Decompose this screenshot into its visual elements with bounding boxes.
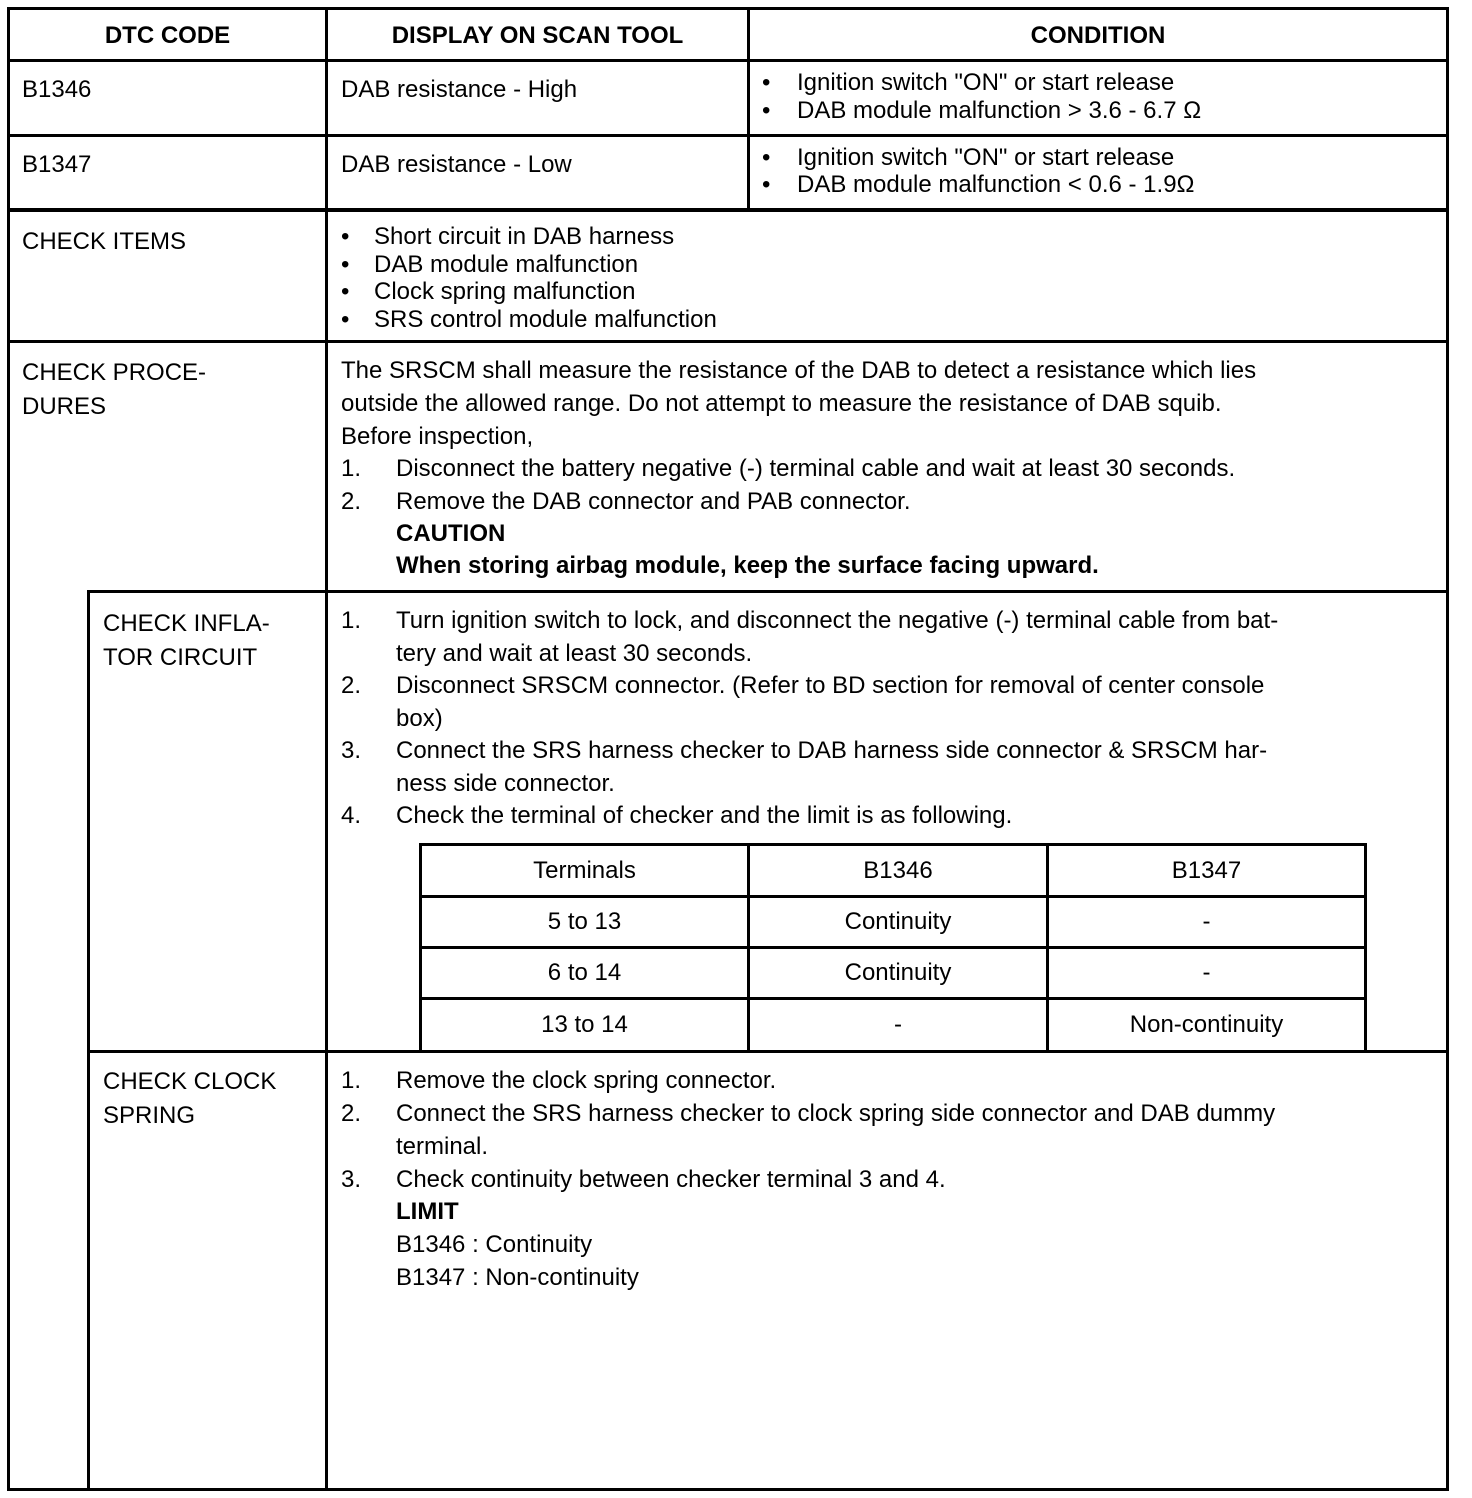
- caution-title: CAUTION: [396, 520, 506, 547]
- dtc-code: B1346: [22, 76, 92, 103]
- limit-value: B1347 : Non-continuity: [396, 1264, 639, 1291]
- table-cell: Continuity: [844, 908, 952, 935]
- divider-row: [7, 59, 1449, 62]
- condition-item: DAB module malfunction < 0.6 - 1.9Ω: [797, 171, 1195, 198]
- step-number: 1.: [341, 1067, 362, 1094]
- condition-item: Ignition switch "ON" or start release: [797, 69, 1175, 96]
- divider-row: [87, 590, 1449, 593]
- step-text: Connect the SRS harness checker to DAB harness side connector & SRSCM har-: [396, 737, 1268, 764]
- header-display: DISPLAY ON SCAN TOOL: [391, 22, 684, 49]
- step-number: 4.: [341, 802, 362, 829]
- step-text: Remove the clock spring connector.: [396, 1067, 777, 1094]
- border-right: [1446, 7, 1449, 1491]
- divider-row: [87, 1050, 1449, 1053]
- step-number: 2.: [341, 1100, 362, 1127]
- divider-row: [7, 208, 1449, 212]
- table-cell: 13 to 14: [541, 1011, 628, 1038]
- table-cell: 6 to 14: [547, 959, 622, 986]
- table-header: B1347: [1171, 856, 1242, 884]
- table-cell: -: [1202, 959, 1211, 986]
- condition-item: Ignition switch "ON" or start release: [797, 144, 1175, 171]
- inflator-label: [103, 607, 270, 675]
- table-cell: -: [894, 1011, 902, 1038]
- caution-text: When storing airbag module, keep the surface facing upward.: [396, 552, 1099, 579]
- border-bottom: [7, 1488, 1449, 1491]
- table-cell: Continuity: [844, 959, 952, 986]
- table-cell: 5 to 13: [547, 908, 622, 935]
- intro-line: Before inspection,: [341, 423, 534, 450]
- limit-value: B1346 : Continuity: [396, 1231, 593, 1258]
- border-top: [7, 7, 1449, 10]
- clock-spring-steps: [341, 1064, 1275, 1294]
- inflator-steps: [341, 605, 1278, 833]
- check-procedures-text: [341, 354, 1256, 582]
- step-number: 1.: [341, 607, 362, 634]
- header-dtc-code: DTC CODE: [104, 22, 231, 49]
- step-text: tery and wait at least 30 seconds.: [396, 639, 753, 667]
- dtc-display: DAB resistance - Low: [341, 151, 572, 178]
- step-number: 2.: [341, 672, 362, 699]
- dtc-display: DAB resistance - High: [341, 76, 578, 103]
- step-text: Check the terminal of checker and the limit is as following.: [396, 802, 1013, 829]
- dtc-code: B1347: [22, 151, 92, 178]
- check-procedures-label: [22, 356, 206, 424]
- label-line: CHECK INFLA-: [103, 610, 270, 637]
- check-item: Clock spring malfunction: [374, 278, 636, 305]
- condition-list: • Ignition switch "ON" or start release • DAB module malfunction < 0.6 - 1.9Ω: [762, 144, 1195, 198]
- step-text: terminal.: [396, 1133, 489, 1160]
- step-text: Turn ignition switch to lock, and disconnect the negative (-) terminal cable from bat-: [396, 607, 1279, 634]
- step-number: 2.: [341, 488, 362, 515]
- check-item: SRS control module malfunction: [374, 305, 717, 333]
- step-number: 1.: [341, 455, 362, 482]
- check-item: Short circuit in DAB harness: [374, 223, 675, 250]
- label-line: TOR CIRCUIT: [103, 644, 258, 671]
- condition-item: DAB module malfunction > 3.6 - 6.7 Ω: [797, 97, 1202, 124]
- label-line: CHECK CLOCK: [103, 1068, 277, 1095]
- check-items-label: CHECK ITEMS: [22, 228, 187, 255]
- table-header: Terminals: [533, 856, 636, 884]
- divider-row: [7, 134, 1449, 137]
- step-text: box): [396, 704, 443, 732]
- label-line: CHECK PROCE-: [22, 359, 207, 386]
- step-number: 3.: [341, 1166, 362, 1193]
- intro-line: outside the allowed range. Do not attempt to measure the resistance of DAB squib.: [341, 390, 1222, 417]
- divider-col: [325, 7, 328, 1491]
- condition-list: • Ignition switch "ON" or start release • DAB module malfunction > 3.6 - 6.7 Ω: [762, 69, 1202, 124]
- clock-spring-label: [103, 1065, 276, 1133]
- divider-row: [7, 340, 1449, 343]
- step-text: ness side connector.: [396, 769, 615, 797]
- border-left: [7, 7, 10, 1491]
- intro-line: The SRSCM shall measure the resistance of the DAB to detect a resistance which lies: [341, 357, 1257, 384]
- step-text: Disconnect SRSCM connector. (Refer to BD section for removal of center console: [396, 672, 1265, 699]
- check-item: DAB module malfunction: [374, 250, 639, 278]
- label-line: DURES: [22, 393, 107, 420]
- table-line: [1364, 843, 1367, 1052]
- step-text: Remove the DAB connector and PAB connector.: [396, 488, 911, 515]
- label-line: SPRING: [103, 1102, 196, 1129]
- table-header: B1346: [863, 856, 933, 884]
- table-cell: -: [1202, 908, 1211, 935]
- step-number: 3.: [341, 737, 362, 764]
- step-text: Disconnect the battery negative (-) terminal cable and wait at least 30 seconds.: [396, 455, 1236, 482]
- limit-title: LIMIT: [396, 1198, 459, 1225]
- check-items-list: • Short circuit in DAB harness • DAB module malfunction • Clock spring malfunction • SRS control module malfunction: [341, 223, 717, 333]
- step-text: Check continuity between checker terminal 3 and 4.: [396, 1166, 946, 1193]
- divider-col: [87, 590, 90, 1490]
- header-condition: CONDITION: [1030, 22, 1166, 49]
- step-text: Connect the SRS harness checker to clock spring side connector and DAB dummy: [396, 1100, 1276, 1127]
- table-cell: Non-continuity: [1129, 1011, 1284, 1038]
